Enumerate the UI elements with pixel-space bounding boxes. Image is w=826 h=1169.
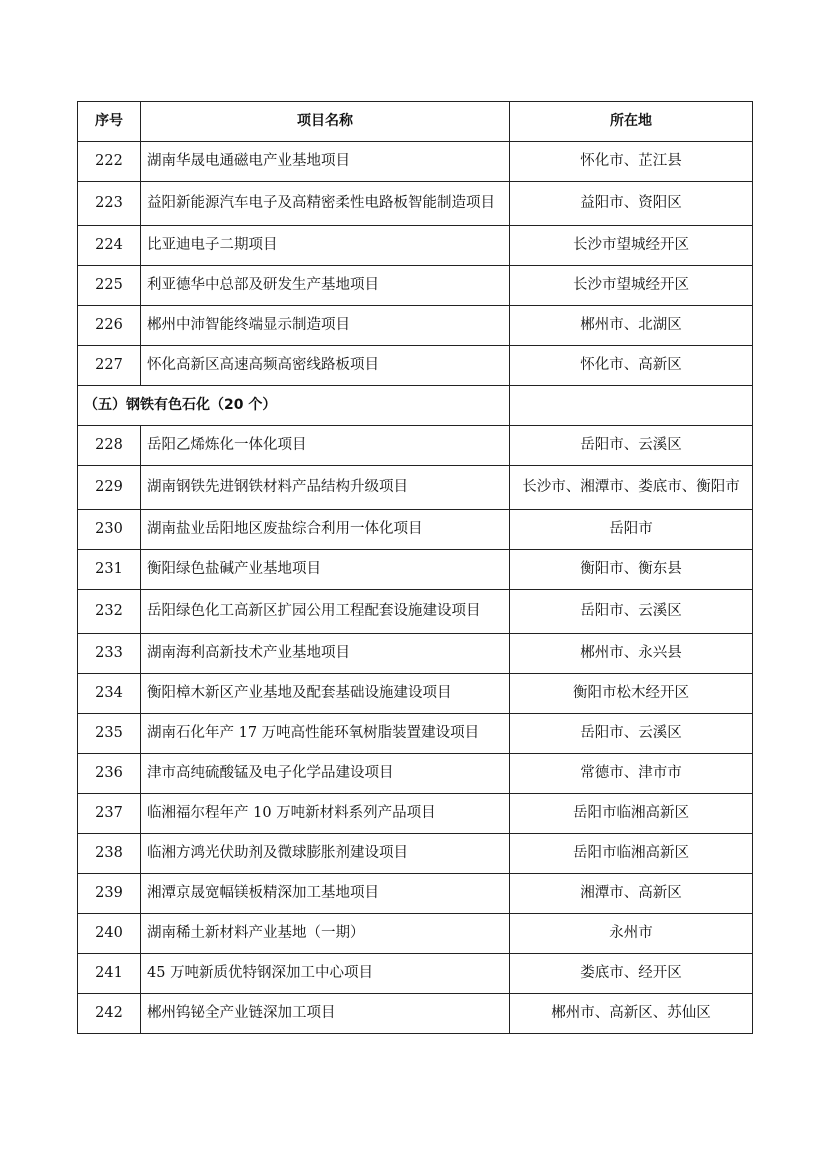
row-name: 湘潭京晟宽幅镁板精深加工基地项目 [141, 874, 510, 914]
table-row [78, 590, 753, 634]
row-name: 湖南钢铁先进钢铁材料产品结构升级项目 [141, 466, 510, 510]
row-no: 233 [78, 634, 141, 674]
table-row [78, 426, 753, 466]
row-no: 240 [78, 914, 141, 954]
header-no: 序号 [78, 102, 141, 142]
section-empty-cell [510, 386, 753, 426]
row-name: 临湘福尔程年产 10 万吨新材料系列产品项目 [141, 794, 510, 834]
table-row [78, 954, 753, 994]
row-no: 228 [78, 426, 141, 466]
row-no: 225 [78, 266, 141, 306]
row-no: 230 [78, 510, 141, 550]
row-name: 湖南石化年产 17 万吨高性能环氧树脂装置建设项目 [141, 714, 510, 754]
row-location: 岳阳市、云溪区 [510, 590, 753, 634]
row-no: 238 [78, 834, 141, 874]
table-row [78, 142, 753, 182]
table-row [78, 914, 753, 954]
table-row [78, 550, 753, 590]
row-no: 229 [78, 466, 141, 510]
row-name: 津市高纯硫酸锰及电子化学品建设项目 [141, 754, 510, 794]
row-location: 怀化市、高新区 [510, 346, 753, 386]
row-no: 235 [78, 714, 141, 754]
row-location: 岳阳市 [510, 510, 753, 550]
row-name: 湖南华晟电通磁电产业基地项目 [141, 142, 510, 182]
row-name: 临湘方鸿光伏助剂及微球膨胀剂建设项目 [141, 834, 510, 874]
row-name: 湖南稀土新材料产业基地（一期） [141, 914, 510, 954]
table-row [78, 874, 753, 914]
row-no: 231 [78, 550, 141, 590]
row-no: 242 [78, 994, 141, 1034]
table-header-row [78, 102, 753, 142]
row-location: 长沙市望城经开区 [510, 226, 753, 266]
row-location: 衡阳市、衡东县 [510, 550, 753, 590]
table-row [78, 466, 753, 510]
header-location: 所在地 [510, 102, 753, 142]
row-no: 241 [78, 954, 141, 994]
section-row [78, 386, 753, 426]
row-location: 长沙市望城经开区 [510, 266, 753, 306]
table-row [78, 834, 753, 874]
row-no: 234 [78, 674, 141, 714]
section-title: （五）钢铁有色石化（20 个） [78, 386, 510, 426]
table-row [78, 674, 753, 714]
row-location: 娄底市、经开区 [510, 954, 753, 994]
row-location: 衡阳市松木经开区 [510, 674, 753, 714]
table-row [78, 794, 753, 834]
row-name: 岳阳乙烯炼化一体化项目 [141, 426, 510, 466]
row-no: 232 [78, 590, 141, 634]
row-location: 岳阳市临湘高新区 [510, 794, 753, 834]
row-location: 怀化市、芷江县 [510, 142, 753, 182]
row-no: 227 [78, 346, 141, 386]
row-location: 岳阳市、云溪区 [510, 714, 753, 754]
row-location: 湘潭市、高新区 [510, 874, 753, 914]
table-row [78, 510, 753, 550]
table-row [78, 754, 753, 794]
row-name: 怀化高新区高速高频高密线路板项目 [141, 346, 510, 386]
row-location: 郴州市、北湖区 [510, 306, 753, 346]
row-name: 利亚德华中总部及研发生产基地项目 [141, 266, 510, 306]
row-no: 222 [78, 142, 141, 182]
row-no: 236 [78, 754, 141, 794]
row-no: 224 [78, 226, 141, 266]
row-no: 226 [78, 306, 141, 346]
row-location: 益阳市、资阳区 [510, 182, 753, 226]
row-name: 郴州中沛智能终端显示制造项目 [141, 306, 510, 346]
row-name: 45 万吨新质优特钢深加工中心项目 [141, 954, 510, 994]
row-location: 郴州市、高新区、苏仙区 [510, 994, 753, 1034]
row-location: 永州市 [510, 914, 753, 954]
row-name: 衡阳绿色盐碱产业基地项目 [141, 550, 510, 590]
table-row [78, 182, 753, 226]
table-row [78, 266, 753, 306]
table-row [78, 226, 753, 266]
row-location: 岳阳市临湘高新区 [510, 834, 753, 874]
row-name: 衡阳樟木新区产业基地及配套基础设施建设项目 [141, 674, 510, 714]
row-no: 223 [78, 182, 141, 226]
row-no: 237 [78, 794, 141, 834]
row-name: 岳阳绿色化工高新区扩园公用工程配套设施建设项目 [141, 590, 510, 634]
row-location: 郴州市、永兴县 [510, 634, 753, 674]
table-row [78, 714, 753, 754]
row-location: 长沙市、湘潭市、娄底市、衡阳市 [510, 466, 753, 510]
row-no: 239 [78, 874, 141, 914]
header-name: 项目名称 [141, 102, 510, 142]
table-row [78, 306, 753, 346]
row-name: 湖南海利高新技术产业基地项目 [141, 634, 510, 674]
row-name: 益阳新能源汽车电子及高精密柔性电路板智能制造项目 [141, 182, 510, 226]
row-name: 比亚迪电子二期项目 [141, 226, 510, 266]
table-row [78, 994, 753, 1034]
table-row [78, 346, 753, 386]
project-table [77, 101, 753, 1034]
row-location: 常德市、津市市 [510, 754, 753, 794]
table-row [78, 634, 753, 674]
row-name: 郴州钨铋全产业链深加工项目 [141, 994, 510, 1034]
row-location: 岳阳市、云溪区 [510, 426, 753, 466]
row-name: 湖南盐业岳阳地区废盐综合利用一体化项目 [141, 510, 510, 550]
